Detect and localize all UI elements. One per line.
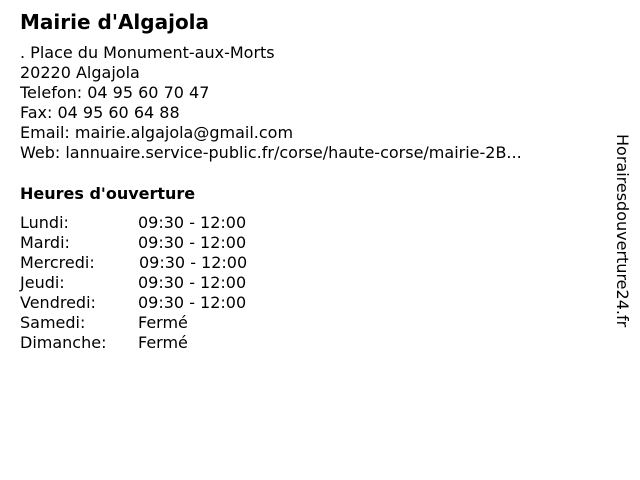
website-url: Web: lannuaire.service-public.fr/corse/haute-corse/mairie-2B... [20,143,522,162]
day-label: Lundi: [20,213,69,232]
time-value: Fermé [138,333,188,352]
phone-number: Telefon: 04 95 60 70 47 [20,83,210,102]
address-line-city: 20220 Algajola [20,63,140,82]
time-value: 09:30 - 12:00 [138,213,247,232]
time-value: 09:30 - 12:00 [138,273,247,292]
day-label: Jeudi: [20,273,65,292]
time-value: 09:30 - 12:00 [138,233,247,252]
day-label: Vendredi: [20,293,96,312]
fax-number: Fax: 04 95 60 64 88 [20,103,180,122]
contact-info [20,43,522,163]
time-value: 09:30 - 12:00 [138,293,247,312]
site-watermark: Horairesdouverture24.fr [613,134,632,328]
day-label: Mercredi: [20,253,95,272]
day-label: Dimanche: [20,333,107,352]
day-label: Samedi: [20,313,86,332]
time-value: Fermé [138,313,188,332]
email-address: Email: mairie.algajola@gmail.com [20,123,294,142]
address-line-street: . Place du Monument-aux-Morts [20,43,275,62]
hours-heading: Heures d'ouverture [20,184,196,203]
time-value: 09:30 - 12:00 [139,253,248,272]
page-title: Mairie d'Algajola [20,10,210,34]
day-label: Mardi: [20,233,70,252]
